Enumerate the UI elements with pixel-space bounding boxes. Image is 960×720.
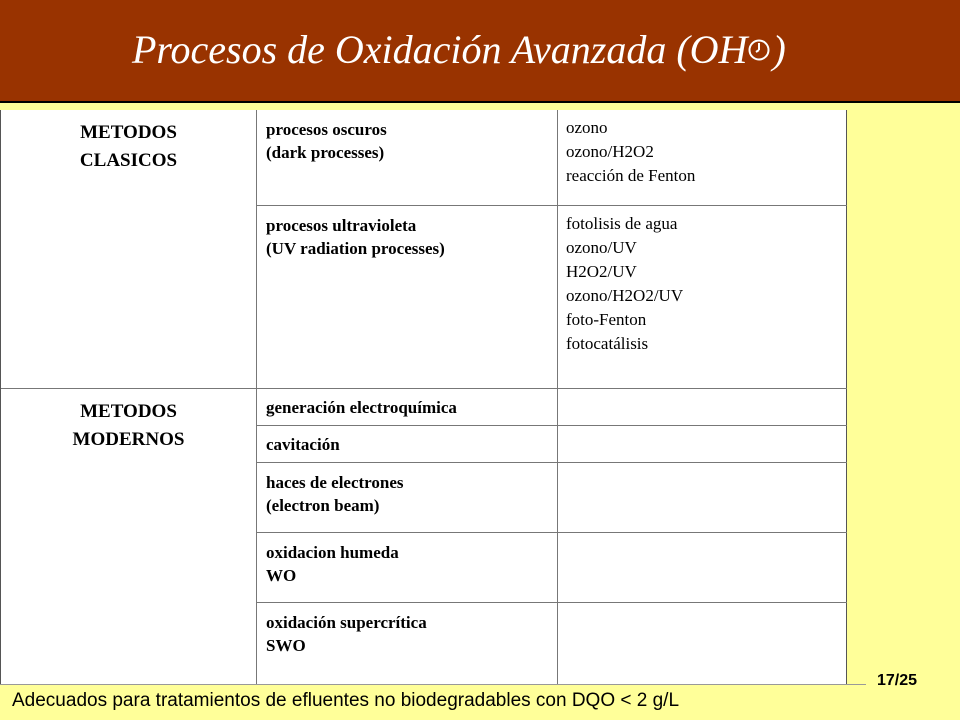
footer xyxy=(0,684,866,720)
method-item: ozono/H2O2 xyxy=(566,142,654,161)
modern-row-line2: WO xyxy=(266,566,297,585)
modern-row-line1: generación electroquímica xyxy=(266,398,457,417)
modern-row-line1: oxidacion humeda xyxy=(266,543,399,562)
process-dark-line1: procesos oscuros xyxy=(266,120,387,139)
empty-cell xyxy=(558,533,847,603)
page-number: 17/25 xyxy=(877,672,918,689)
modern-row-line2: SWO xyxy=(266,636,306,655)
category-modern-line2: MODERNOS xyxy=(72,429,185,450)
category-classic xyxy=(1,110,257,389)
modern-row-supercritical xyxy=(257,603,558,684)
title-text: Procesos de Oxidación Avanzada (OH xyxy=(132,27,748,72)
process-dark xyxy=(257,110,558,206)
empty-cell xyxy=(558,463,847,533)
methods-uv xyxy=(558,206,847,389)
process-uv-line2: (UV radiation processes) xyxy=(266,239,445,258)
modern-row-electron-beam xyxy=(257,463,558,533)
category-modern-line1: METODOS xyxy=(80,401,177,422)
slide-title xyxy=(132,26,786,74)
empty-cell xyxy=(558,389,847,426)
method-item: reacción de Fenton xyxy=(566,166,696,185)
modern-row-line1: haces de electrones xyxy=(266,473,404,492)
modern-row-cavitation xyxy=(257,426,558,463)
category-classic-line1: METODOS xyxy=(80,122,177,143)
method-item: H2O2/UV xyxy=(566,262,637,281)
modern-row-electrochemical xyxy=(257,389,558,426)
modern-row-line1: oxidación supercrítica xyxy=(266,613,427,632)
footer-note: Adecuados para tratamientos de efluentes no biodegradables con DQO < 2 g/L xyxy=(12,690,680,711)
modern-row-line2: (electron beam) xyxy=(266,496,380,515)
processes-table xyxy=(0,110,847,684)
title-bar xyxy=(0,0,960,103)
method-item: foto-Fenton xyxy=(566,310,647,329)
process-dark-line2: (dark processes) xyxy=(266,143,385,162)
method-item: ozono/H2O2/UV xyxy=(566,286,684,305)
category-modern xyxy=(1,389,257,684)
process-uv-line1: procesos ultravioleta xyxy=(266,216,417,235)
category-classic-line2: CLASICOS xyxy=(79,150,178,171)
modern-row-wet-oxidation xyxy=(257,533,558,603)
method-item: fotocatálisis xyxy=(566,334,649,353)
empty-cell xyxy=(558,603,847,684)
method-item: ozono/UV xyxy=(566,238,637,257)
modern-row-line1: cavitación xyxy=(266,435,340,454)
method-item: ozono xyxy=(566,118,608,137)
empty-cell xyxy=(558,426,847,463)
methods-dark xyxy=(558,110,847,206)
method-item: fotolisis de agua xyxy=(566,214,678,233)
process-uv xyxy=(257,206,558,389)
radical-dot-icon xyxy=(748,28,770,58)
title-close-paren: ) xyxy=(772,27,786,72)
